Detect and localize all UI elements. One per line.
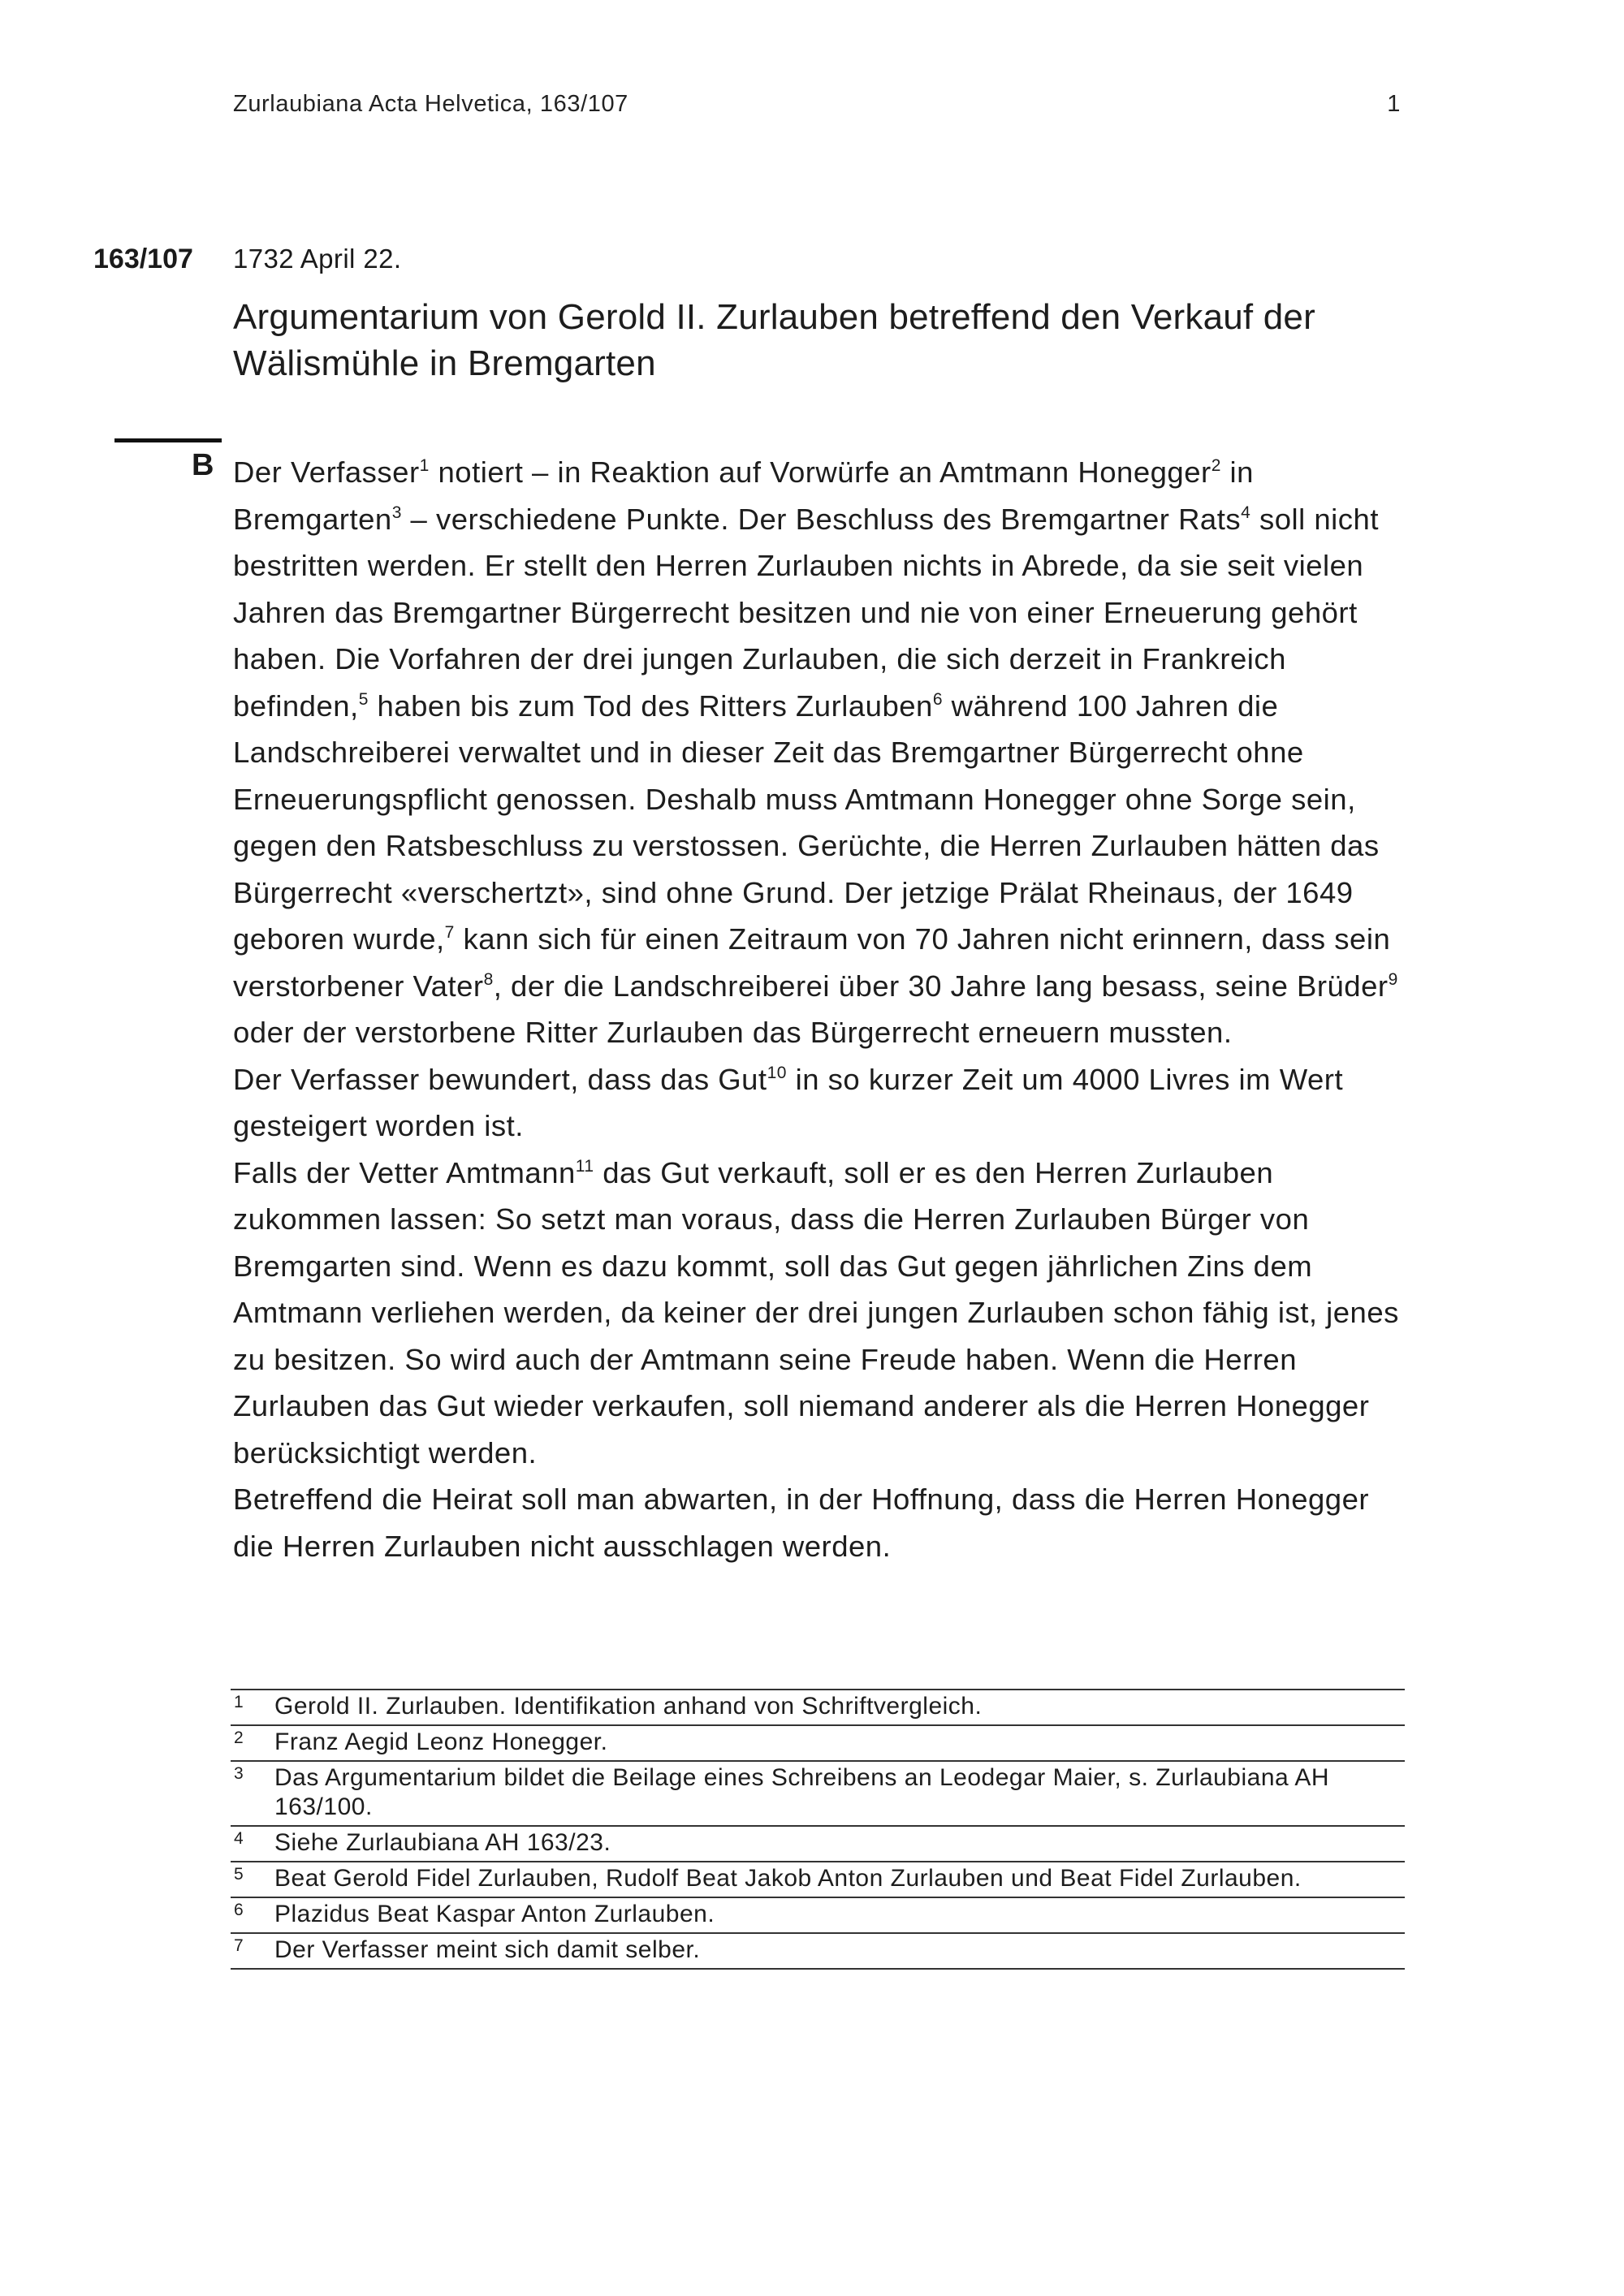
body-paragraph xyxy=(233,1476,1407,1569)
document-number-main: 163 xyxy=(93,244,140,274)
body-text-run: kann sich für einen Zeitraum von 70 Jahren nicht erinnern, dass sein verstorbener Vater xyxy=(233,922,1391,1003)
footnote-ref[interactable]: 4 xyxy=(1241,503,1251,522)
footnotes-table xyxy=(231,1689,1405,1970)
footnote-text: Gerold II. Zurlauben. Identifikation anhand von Schriftvergleich. xyxy=(274,1690,1405,1725)
footnote-text: Plazidus Beat Kaspar Anton Zurlauben. xyxy=(274,1897,1405,1933)
footnote-number: 5 xyxy=(231,1862,274,1897)
footnote-row xyxy=(231,1690,1405,1725)
regest-body xyxy=(233,449,1407,1569)
footnote-text: Beat Gerold Fidel Zurlauben, Rudolf Beat Jakob Anton Zurlauben und Beat Fidel Zurlauben. xyxy=(274,1862,1405,1897)
footnote-ref[interactable]: 9 xyxy=(1388,969,1398,989)
footnote-ref[interactable]: 2 xyxy=(1211,456,1221,475)
footnote-text: Der Verfasser meint sich damit selber. xyxy=(274,1933,1405,1969)
footnote-number: 2 xyxy=(231,1725,274,1761)
body-text-run: während 100 Jahren die Landschreiberei verwaltet und in dieser Zeit das Bremgartner Bürgerrecht ohne Erneuerungspflicht genossen. Deshalb muss Amtmann Honegger ohne Sorge sein, gegen den Ratsbeschluss zu verstossen. Gerüchte, die Herren Zurlauben hätten das Bürgerrecht «verschertzt», sind ohne Grund. Der jetzige Prälat Rheinaus, der 1649 geboren wurde, xyxy=(233,688,1380,956)
footnote-ref[interactable]: 3 xyxy=(391,503,402,522)
body-text-run: – verschiedene Punkte. Der Beschluss des Bremgartner Rats xyxy=(401,502,1242,536)
body-text-run: soll nicht bestritten werden. Er stellt den Herren Zurlauben nichts in Abrede, da sie seit vielen Jahren das Bremgartner Bürgerrecht besitzen und nie von einer Erneuerung gehört haben. Die Vorfahren der drei jungen Zurlauben, die sich derzeit in Frankreich befinden, xyxy=(233,502,1379,723)
document-number xyxy=(93,244,193,275)
footnote-ref[interactable]: 6 xyxy=(932,689,944,709)
body-text-run: Der Verfasser xyxy=(233,455,420,489)
body-text-run: das Gut verkauft, soll er es den Herren Zurlauben zukommen lassen: So setzt man voraus, dass die Herren Zurlauben Bürger von Bremgarten sind. Wenn es dazu kommt, soll das Gut gegen jährlichen Zins dem Amtmann verliehen werden, da keiner der drei jungen Zurlauben schon fähig ist, jenes zu besitzen. So wird auch der Amtmann seine Freude haben. Wenn die Herren Zurlauben das Gut wieder verkaufen, soll niemand anderer als die Herren Honegger berücksichtigt werden. xyxy=(233,1155,1399,1470)
footnote-number: 1 xyxy=(231,1690,274,1725)
footnote-row xyxy=(231,1725,1405,1761)
footnote-ref[interactable]: 11 xyxy=(575,1156,594,1176)
footnote-text: Das Argumentarium bildet die Beilage eines Schreibens an Leodegar Maier, s. Zurlaubiana AH 163/100. xyxy=(274,1761,1405,1826)
collection-title: Zurlaubiana Acta Helvetica, 163/107 xyxy=(233,91,628,117)
footnote-row xyxy=(231,1933,1405,1969)
body-text-run: in Bremgarten xyxy=(233,455,1254,536)
footnote-number: 6 xyxy=(231,1897,274,1933)
footnote-text: Siehe Zurlaubiana AH 163/23. xyxy=(274,1826,1405,1862)
document-title: Argumentarium von Gerold II. Zurlauben betreffend den Verkauf der Wälismühle in Bremgarten xyxy=(233,297,1315,383)
footnote-ref[interactable]: 8 xyxy=(483,969,494,989)
document-date: 1732 April 22. xyxy=(233,244,402,274)
footnote-ref[interactable]: 5 xyxy=(358,689,369,709)
footnote-number: 4 xyxy=(231,1826,274,1862)
body-text-run: Der Verfasser bewundert, dass das Gut xyxy=(233,1062,767,1096)
footnote-row xyxy=(231,1826,1405,1862)
footnote-row xyxy=(231,1761,1405,1826)
footnote-number: 3 xyxy=(231,1761,274,1826)
body-text-run: in so kurzer Zeit um 4000 Livres im Wert gesteigert worden ist. xyxy=(233,1062,1344,1142)
footnote-ref[interactable]: 7 xyxy=(444,923,455,942)
page-number: 1 xyxy=(1387,91,1401,117)
footnote-number: 7 xyxy=(231,1933,274,1969)
body-text-run: notiert – in Reaktion auf Vorwürfe an Amtmann Honegger xyxy=(429,455,1212,489)
running-header xyxy=(233,91,1401,118)
section-letter: B xyxy=(192,448,214,482)
body-text-run: Falls der Vetter Amtmann xyxy=(233,1155,576,1189)
footnote-ref[interactable]: 10 xyxy=(767,1063,787,1082)
footnote-row xyxy=(231,1862,1405,1897)
document-number-suffix: /107 xyxy=(139,244,193,274)
body-paragraph xyxy=(233,1150,1407,1477)
body-paragraph xyxy=(233,449,1407,1056)
footnote-row xyxy=(231,1897,1405,1933)
body-text-run: haben bis zum Tod des Ritters Zurlauben xyxy=(368,688,933,723)
footnote-ref[interactable]: 1 xyxy=(419,456,430,475)
body-text-run: oder der verstorbene Ritter Zurlauben das Bürgerrecht erneuern mussten. xyxy=(233,1016,1233,1049)
body-text-run: , der die Landschreiberei über 30 Jahre lang besass, seine Brüder xyxy=(493,969,1389,1003)
footnote-text: Franz Aegid Leonz Honegger. xyxy=(274,1725,1405,1761)
footnotes-body xyxy=(231,1690,1405,1969)
body-text-run: Betreffend die Heirat soll man abwarten, in der Hoffnung, dass die Herren Honegger die Herren Zurlauben nicht ausschlagen werden. xyxy=(233,1482,1370,1563)
section-rule xyxy=(114,438,222,442)
body-paragraph xyxy=(233,1056,1407,1150)
